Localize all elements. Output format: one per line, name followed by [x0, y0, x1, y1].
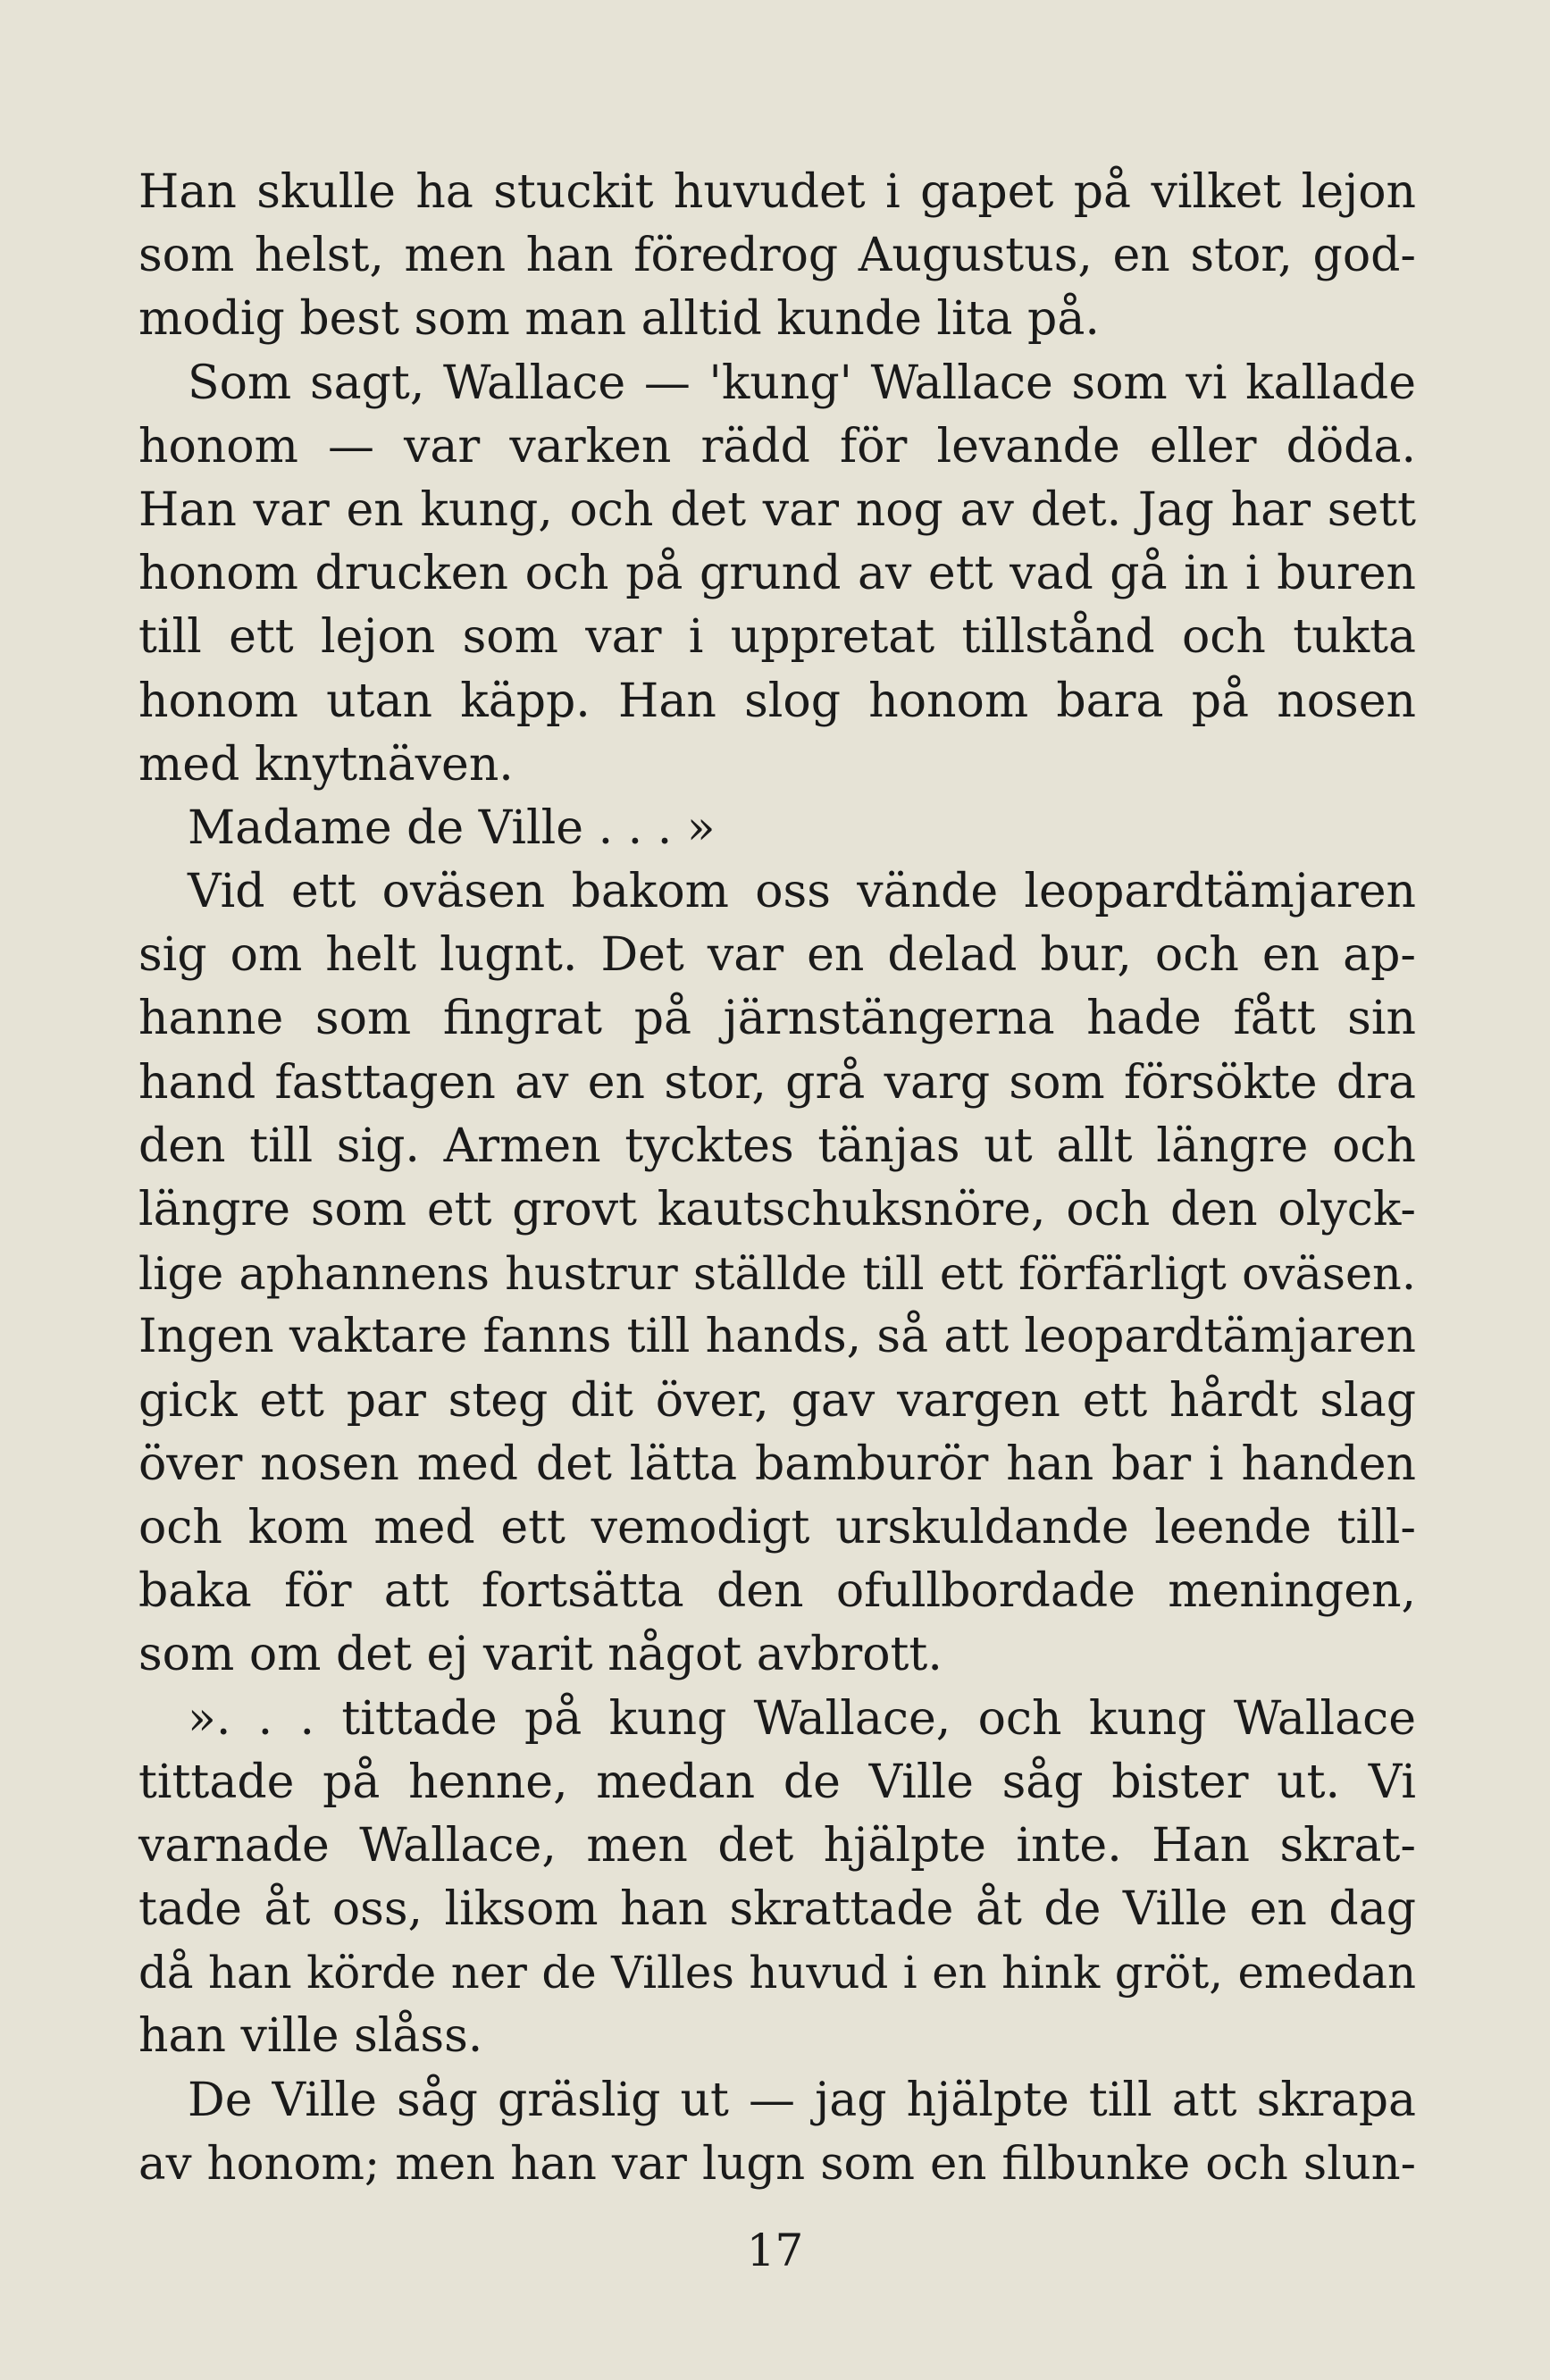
text-line: över nosen med det lätta bamburör han bar i handen: [138, 1437, 1416, 1491]
text-line: han ville slåss.: [138, 2009, 483, 2064]
text-line: då han körde ner de Villes huvud i en hink gröt, emedan: [138, 1947, 1416, 1999]
page-number: 17: [746, 2225, 804, 2276]
text-line: Ingen vaktare fanns till hands, så att leopardtämjaren: [138, 1310, 1416, 1364]
text-line: Vid ett oväsen bakom oss vände leopardtämjaren: [188, 865, 1416, 919]
text-line: längre som ett grovt kautschuksnöre, och den olyck-: [138, 1183, 1416, 1236]
text-line: Han skulle ha stuckit huvudet i gapet på vilket lejon: [138, 165, 1416, 219]
text-line: Han var en kung, och det var nog av det. Jag har sett: [138, 482, 1416, 537]
text-line: baka för att fortsätta den ofullbordade meningen,: [138, 1564, 1416, 1619]
text-line: ». . . tittade på kung Wallace, och kung Wallace: [188, 1691, 1416, 1746]
text-line: honom utan käpp. Han slog honom bara på nosen: [138, 674, 1416, 728]
text-line: varnade Wallace, men det hjälpte inte. Han skrat-: [138, 1818, 1416, 1873]
text-line: som om det ej varit något avbrott.: [138, 1628, 943, 1682]
text-line: modig best som man alltid kunde lita på.: [138, 292, 1100, 347]
text-line: tittade på henne, medan de Ville såg bister ut. Vi: [138, 1755, 1416, 1809]
text-line: hanne som fingrat på järnstängerna hade fått sin: [138, 992, 1416, 1046]
text-line: den till sig. Armen tycktes tänjas ut allt längre och: [138, 1119, 1416, 1173]
text-line: med knytnäven.: [138, 737, 514, 792]
text-line: gick ett par steg dit över, gav vargen ett hårdt slag: [138, 1373, 1416, 1428]
text-line: sig om helt lugnt. Det var en delad bur, och en ap-: [138, 928, 1416, 983]
text-line: Som sagt, Wallace — 'kung' Wallace som vi kallade: [188, 356, 1416, 410]
text-line: Madame de Ville . . . »: [188, 800, 716, 855]
text-line: och kom med ett vemodigt urskuldande leende till-: [138, 1500, 1416, 1555]
text-line: till ett lejon som var i uppretat tillstånd och tukta: [138, 610, 1416, 665]
text-line: lige aphannens hustrur ställde till ett förfärligt oväsen.: [138, 1247, 1416, 1301]
text-line: som helst, men han föredrog Augustus, en stor, god-: [138, 229, 1416, 283]
text-line: tade åt oss, liksom han skrattade åt de Ville en dag: [138, 1882, 1416, 1937]
text-line: honom — var varken rädd för levande eller döda.: [138, 419, 1416, 473]
text-line: De Ville såg gräslig ut — jag hjälpte till att skrapa: [188, 2073, 1416, 2127]
text-line: honom drucken och på grund av ett vad gå in i buren: [138, 547, 1416, 601]
body-text: [138, 161, 1416, 2196]
text-line: hand fasttagen av en stor, grå varg som försökte dra: [138, 1055, 1416, 1110]
text-line: av honom; men han var lugn som en filbunke och slun-: [138, 2136, 1416, 2191]
